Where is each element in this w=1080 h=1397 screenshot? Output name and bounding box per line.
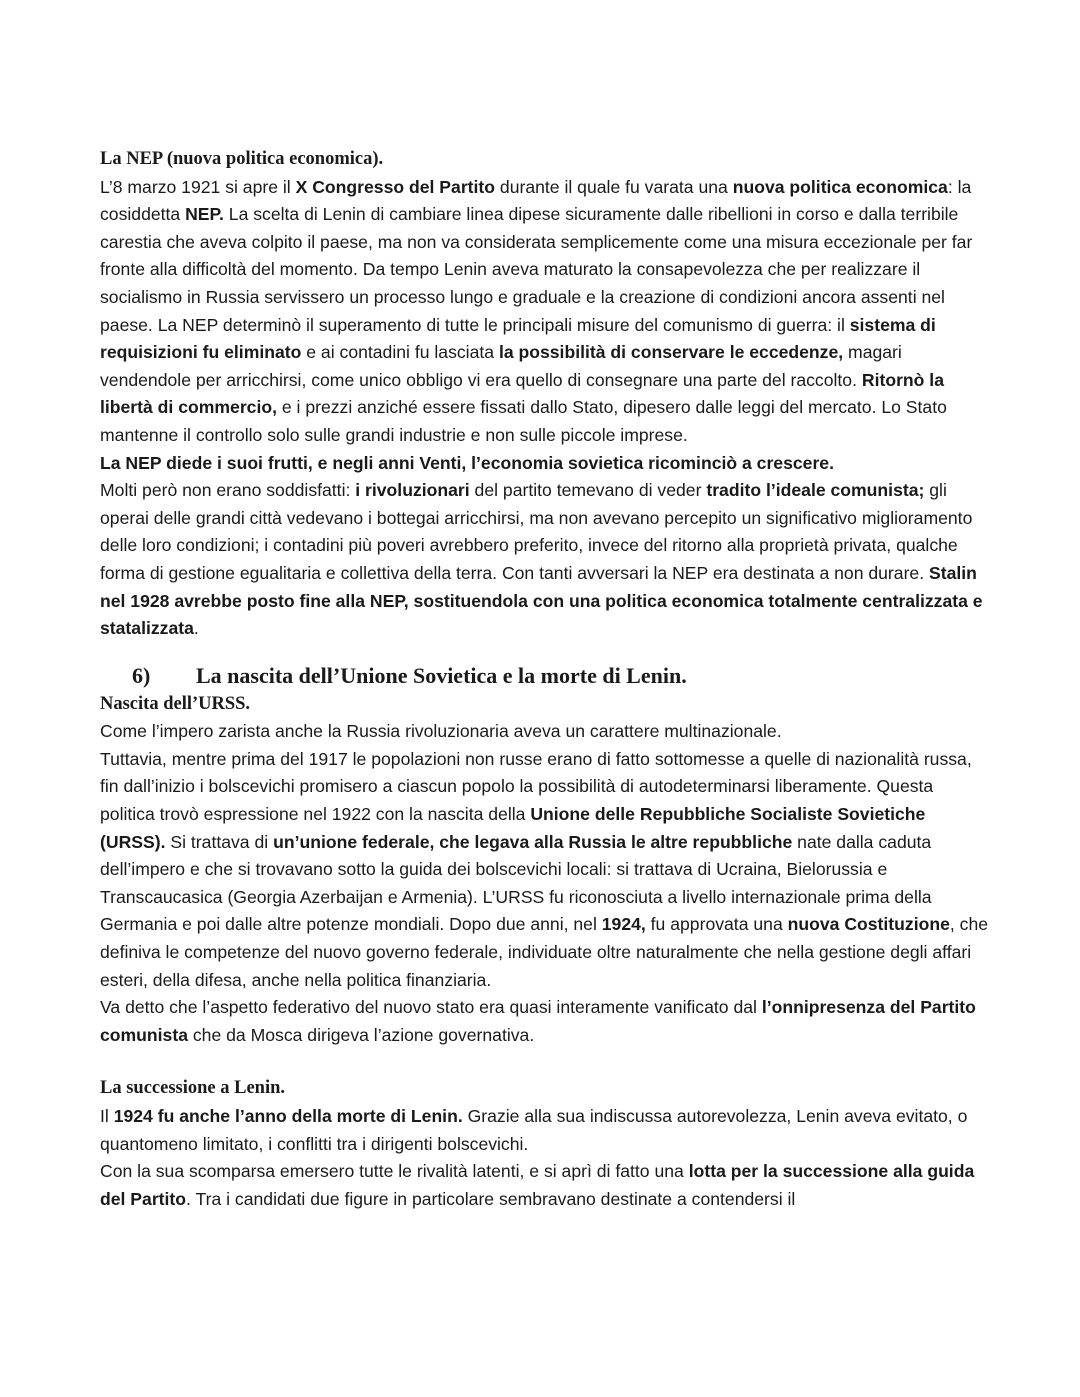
paragraph-bold: La NEP diede i suoi frutti, e negli anni Venti, l’economia sovietica ricominciò a crescere. — [100, 452, 834, 473]
section-title-nep: La NEP (nuova politica economica). — [100, 149, 384, 169]
chapter-heading — [100, 661, 990, 691]
section-title-succession: La successione a Lenin. — [100, 1078, 286, 1099]
paragraph: L’8 marzo 1921 si apre il X Congresso del Partito durante il quale fu varata una nuova politica economica: la cosiddetta NEP. La scelta di Lenin di cambiare linea dipese sicuramente dalle ribellioni in corso e dalla terribile carestia che aveva colpito il paese, ma non va considerata semplicemente come una misura eccezionale per far fronte alla difficoltà del momento. Da tempo Lenin aveva maturato la consapevolezza che per realizzare il socialismo in Russia servissero un processo lungo e graduale e la creazione di condizioni ancora assenti nel paese. La NEP determinò il superamento di tutte le principali misure del comunismo di guerra: il sistema di requisizioni fu eliminato e ai contadini fu lasciata la possibilità di conservare le eccedenze, magari vendendole per arricchirsi, come unico obbligo vi era quello di consegnare una parte del raccolto. Ritornò la libertà di commercio, e i prezzi anziché essere fissati dallo Stato, dipesero dalle leggi del mercato. Lo Stato mantenne il controllo solo sulle grandi industrie e non sulle piccole imprese. — [100, 176, 973, 445]
paragraph: Molti però non erano soddisfatti: i rivoluzionari del partito temevano di veder tradito l’ideale comunista; gli operai delle grandi città vedevano i bottegai arricchirsi, ma non avevano percepito un significativo miglioramento delle loro condizioni; i contadini più poveri avrebbero preferito, invece del ritorno alla proprietà privata, qualche forma di gestione egualitaria e collettiva della terra. Con tanti avversari la NEP era destinata a non durare. Stalin nel 1928 avrebbe posto fine alla NEP, sostituendola con una politica economica totalmente centralizzata e statalizzata. — [100, 480, 983, 639]
chapter-title: La nascita dell’Unione Sovietica e la morte di Lenin. — [196, 662, 687, 688]
document-page — [100, 146, 990, 1213]
paragraph: Tuttavia, mentre prima del 1917 le popolazioni non russe erano di fatto sottomesse a quelle di nazionalità russa, fin dall’inizio i bolscevichi promisero a ciascun popolo la possibilità di autodeterminarsi liberamente. Questa politica trovò espressione nel 1922 con la nascita della Unione delle Repubbliche Socialiste Sovietiche (URSS). Si trattava di un’unione federale, che legava alla Russia le altre repubbliche nate dalla caduta dell’impero e che si trovavano sotto la guida dei bolscevichi locali: si trattava di Ucraina, Bielorussia e Transcaucasica (Georgia Azerbaijan e Armenia). L’URSS fu riconosciuta a livello internazionale prima della Germania e poi dalle altre potenze mondiali. Dopo due anni, nel 1924, fu approvata una nuova Costituzione, che definiva le competenze del nuovo governo federale, individuate oltre naturalmente che nella gestione degli affari esteri, della difesa, anche nella politica finanziaria. — [100, 748, 989, 990]
paragraph: Come l’impero zarista anche la Russia rivoluzionaria aveva un carattere multinazionale. — [100, 721, 782, 742]
paragraph: Con la sua scomparsa emersero tutte le rivalità latenti, e si aprì di fatto una lotta per la successione alla guida del Partito. Tra i candidati due figure in particolare sembravano destinate a contendersi il — [100, 1161, 975, 1209]
spacer — [100, 1049, 990, 1075]
paragraph: Va detto che l’aspetto federativo del nuovo stato era quasi interamente vanificato dal l’onnipresenza del Partito comunista che da Mosca dirigeva l’azione governativa. — [100, 997, 976, 1045]
section-title-urss: Nascita dell’URSS. — [100, 693, 251, 714]
paragraph: Il 1924 fu anche l’anno della morte di Lenin. Grazie alla sua indiscussa autorevolezza, Lenin aveva evitato, o quantomeno limitato, i conflitti tra i dirigenti bolscevichi. — [100, 1106, 968, 1154]
chapter-number: 6) — [132, 662, 151, 688]
